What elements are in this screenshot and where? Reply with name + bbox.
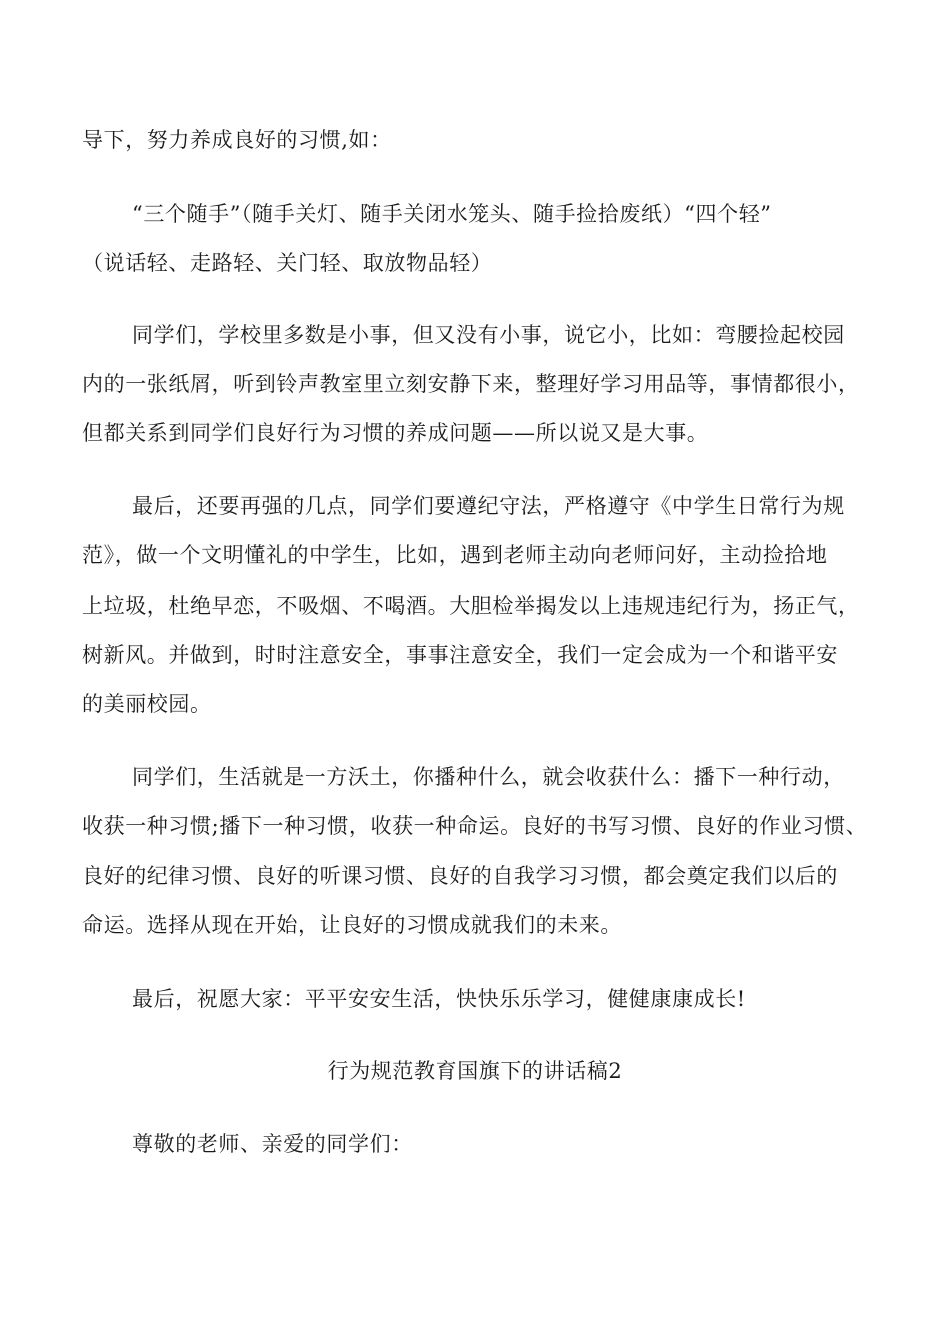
paragraph-line: 良好的纪律习惯、良好的听课习惯、良好的自我学习习惯，都会奠定我们以后的 <box>82 864 838 888</box>
paragraph-line: 最后，还要再强的几点，同学们要遵纪守法，严格遵守《中学生日常行为规 <box>132 494 845 518</box>
paragraph-line: （说话轻、走路轻、关门轻、取放物品轻） <box>82 251 493 275</box>
paragraph-line: 命运。选择从现在开始，让良好的习惯成就我们的未来。 <box>82 913 622 937</box>
paragraph-line: 但都关系到同学们良好行为习惯的养成问题——所以说又是大事。 <box>82 421 709 445</box>
paragraph-line: 范》，做一个文明懂礼的中学生，比如，遇到老师主动向老师问好，主动捡拾地 <box>82 543 828 567</box>
paragraph-line: 树新风。并做到，时时注意安全，事事注意安全，我们一定会成为一个和谐平安 <box>82 643 838 667</box>
paragraph-line: 的美丽校园。 <box>82 692 212 716</box>
paragraph-line: 收获一种习惯;播下一种习惯，收获一种命运。良好的书写习惯、良好的作业习惯、 <box>82 814 868 838</box>
section-heading: 行为规范教育国旗下的讲话稿2 <box>327 1059 623 1083</box>
paragraph-line: 同学们，生活就是一方沃土，你播种什么，就会收获什么：播下一种行动， <box>132 765 845 789</box>
paragraph-line: 最后，祝愿大家：平平安安生活，快快乐乐学习，健健康康成长! <box>132 987 746 1011</box>
paragraph-line: “三个随手”（随手关灯、随手关闭水笼头、随手捡拾废纸）“四个轻” <box>132 202 772 226</box>
paragraph-line: 导下，努力养成良好的习惯,如： <box>82 128 392 152</box>
paragraph-line: 内的一张纸屑，听到铃声教室里立刻安静下来，整理好学习用品等，事情都很小， <box>82 372 860 396</box>
salutation: 尊敬的老师、亲爱的同学们： <box>132 1132 413 1156</box>
paragraph-line: 上垃圾，杜绝早恋，不吸烟、不喝酒。大胆检举揭发以上违规违纪行为，扬正气， <box>82 594 860 618</box>
paragraph-line: 同学们，学校里多数是小事，但又没有小事，说它小，比如：弯腰捡起校园 <box>132 323 845 347</box>
